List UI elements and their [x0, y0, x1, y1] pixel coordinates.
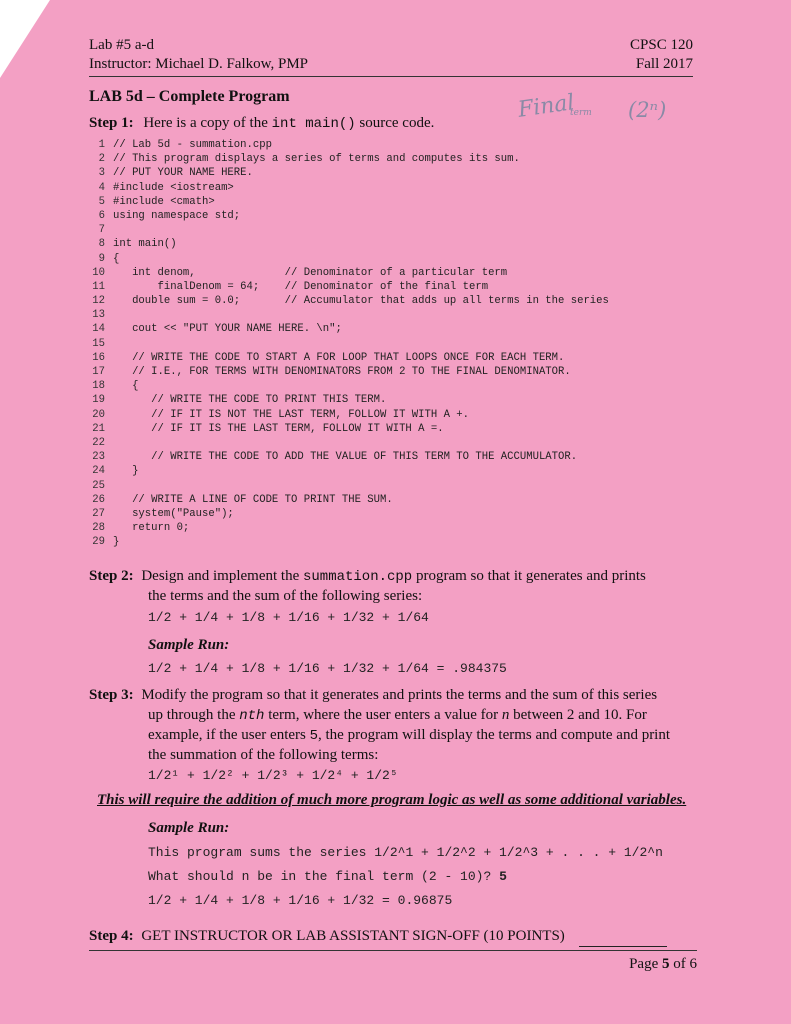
step1-text-after: source code. [355, 115, 435, 131]
code-line [89, 422, 709, 436]
header-rule [89, 76, 693, 77]
code-line [89, 322, 709, 336]
step3-line2-c: between 2 and 10. For [509, 707, 647, 723]
code-line-text: return 0; [113, 522, 190, 535]
code-line [89, 521, 709, 535]
step3-series: 1/2¹ + 1/2² + 1/2³ + 1/2⁴ + 1/2⁵ [148, 768, 398, 783]
step3-run-line1: This program sums the series 1/2^1 + 1/2^2 + 1/2^3 + . . . + 1/2^n [148, 845, 663, 860]
instructor-line: Instructor: Michael D. Falkow, PMP [89, 56, 309, 72]
code-line-text: // WRITE THE CODE TO ADD THE VALUE OF THIS TERM TO THE ACCUMULATOR. [113, 451, 578, 464]
code-line [89, 280, 709, 294]
step2-label: Step 2: [89, 568, 134, 584]
page-prefix: Page [629, 956, 662, 972]
step3-line1 [89, 685, 657, 706]
code-line-number: 19 [92, 394, 105, 407]
code-line-text: using namespace std; [113, 209, 241, 222]
step2-line1 [89, 566, 646, 588]
code-line-text: { [113, 252, 120, 265]
code-line-number: 13 [92, 309, 105, 322]
code-line [89, 294, 709, 308]
code-line-number: 2 [98, 153, 105, 166]
code-line-number: 8 [98, 238, 105, 251]
step3-label: Step 3: [89, 687, 134, 703]
code-line-number: 12 [92, 295, 105, 308]
step4-label: Step 4: [89, 928, 134, 944]
code-line [89, 479, 709, 493]
step3-line3-b: , the program will display the terms and compute and print [318, 727, 671, 743]
step3-line3 [148, 725, 670, 747]
code-listing [89, 138, 709, 549]
code-line-number: 17 [92, 366, 105, 378]
step3-line1-text: Modify the program so that it generates and prints the terms and the sum of this series [141, 687, 658, 703]
handwritten-note: Final [516, 90, 577, 123]
code-line-number: 26 [92, 493, 105, 506]
step1-text-before: Here is a copy of the [143, 115, 272, 131]
code-line-text: // PUT YOUR NAME HERE. [113, 167, 253, 180]
step3-line2-a: up through the [148, 707, 240, 723]
code-line-text: int main() [113, 238, 177, 251]
code-line-number: 27 [92, 507, 105, 520]
step4-line [89, 926, 667, 947]
step3-line2 [148, 705, 647, 727]
code-line-text: finalDenom = 64; // Denominator of the final term [113, 280, 489, 293]
step1-line [89, 113, 434, 135]
code-line-text: int denom, // Denominator of a particular term [113, 266, 508, 279]
code-line-text: // IF IT IS THE LAST TERM, FOLLOW IT WITH A =. [113, 422, 444, 435]
code-line-number: 5 [98, 195, 105, 208]
step2-sample-label: Sample Run: [148, 637, 230, 653]
step2-series: 1/2 + 1/4 + 1/8 + 1/16 + 1/32 + 1/64 [148, 610, 429, 625]
code-line-number: 11 [92, 280, 105, 293]
code-line-text: // WRITE THE CODE TO PRINT THIS TERM. [113, 394, 387, 407]
code-line [89, 337, 709, 351]
code-line-text: cout << "PUT YOUR NAME HERE. \n"; [113, 323, 342, 336]
code-line [89, 493, 709, 507]
code-line-number: 14 [92, 323, 105, 336]
code-line-number: 18 [92, 380, 105, 393]
step3-run-line3: 1/2 + 1/4 + 1/8 + 1/16 + 1/32 = 0.96875 [148, 893, 453, 908]
code-line-text: // WRITE THE CODE TO START A FOR LOOP THAT LOOPS ONCE FOR EACH TERM. [113, 351, 565, 364]
handwritten-paren: (2ⁿ) [628, 98, 667, 122]
code-line [89, 252, 709, 266]
code-line-text: // Lab 5d - summation.cpp [113, 139, 272, 151]
section-title: LAB 5d – Complete Program [89, 88, 290, 105]
code-line-number: 25 [92, 479, 105, 492]
code-line-number: 28 [92, 522, 105, 535]
code-line [89, 237, 709, 251]
code-line-number: 3 [98, 167, 105, 180]
code-line [89, 450, 709, 464]
code-line [89, 266, 709, 280]
step3-line2-b: term, where the user enters a value for [264, 707, 502, 723]
code-line-text: } [113, 465, 139, 478]
code-line [89, 181, 709, 195]
code-line-number: 22 [92, 436, 105, 449]
code-line-number: 6 [98, 209, 105, 222]
code-line-text: #include <cmath> [113, 195, 215, 208]
code-line-text: // This program displays a series of terms and computes its sum. [113, 153, 520, 166]
code-line [89, 223, 709, 237]
code-line [89, 365, 709, 379]
code-line-number: 7 [98, 224, 105, 237]
code-line-number: 1 [98, 139, 105, 151]
step4-text: GET INSTRUCTOR OR LAB ASSISTANT SIGN-OFF (10 POINTS) [141, 928, 565, 944]
code-line [89, 209, 709, 223]
handwritten-note-small: term [570, 108, 592, 118]
code-line [89, 507, 709, 521]
code-line [89, 408, 709, 422]
code-line-number: 10 [92, 266, 105, 279]
code-line-number: 29 [92, 536, 105, 549]
code-line-text: // WRITE A LINE OF CODE TO PRINT THE SUM. [113, 493, 393, 506]
code-line [89, 195, 709, 209]
step2-text-after: program so that it generates and prints [412, 568, 646, 584]
step1-label: Step 1: [89, 115, 134, 131]
code-line-number: 23 [92, 451, 105, 464]
step2-line2: the terms and the sum of the following series: [148, 588, 423, 604]
code-line-text: // I.E., FOR TERMS WITH DENOMINATORS FROM 2 TO THE FINAL DENOMINATOR. [113, 366, 571, 378]
course-code: CPSC 120 [630, 37, 693, 53]
code-line [89, 464, 709, 478]
code-line-text: } [113, 536, 120, 549]
step3-five: 5 [309, 728, 319, 744]
page-fold-corner [0, 0, 50, 78]
code-line-text: double sum = 0.0; // Accumulator that adds up all terms in the series [113, 295, 609, 308]
step3-line4: the summation of the following terms: [148, 747, 379, 763]
step3-run-line2 [148, 869, 507, 884]
page-suffix: of 6 [669, 956, 697, 972]
code-line [89, 393, 709, 407]
code-line-text: { [113, 380, 139, 393]
lab-number: Lab #5 a-d [89, 37, 154, 53]
code-line [89, 166, 709, 180]
code-line [89, 379, 709, 393]
step2-sample-output: 1/2 + 1/4 + 1/8 + 1/16 + 1/32 + 1/64 = .984375 [148, 661, 507, 676]
page-number [629, 955, 697, 974]
page-num: 5 [662, 956, 670, 972]
code-line [89, 351, 709, 365]
step3-run-prompt: What should n be in the final term (2 - 10)? [148, 869, 500, 884]
term: Fall 2017 [635, 56, 693, 72]
code-line [89, 152, 709, 166]
step3-run-input: 5 [499, 869, 507, 884]
code-line [89, 138, 709, 152]
code-line-number: 24 [92, 465, 105, 478]
step3-sample-label: Sample Run: [148, 820, 230, 836]
step3-n-var: n [501, 707, 510, 723]
code-line [89, 308, 709, 322]
code-line-number: 9 [98, 252, 105, 265]
code-line [89, 535, 709, 549]
step2-text-before: Design and implement the [141, 568, 303, 584]
step1-code: int main() [271, 116, 356, 132]
signoff-blank[interactable] [579, 932, 667, 947]
code-line-number: 20 [92, 408, 105, 421]
step3-requirement-note: This will require the addition of much more program logic as well as some additional variables. [97, 792, 687, 808]
code-line-number: 15 [92, 337, 105, 350]
code-line [89, 436, 709, 450]
code-line-text: system("Pause"); [113, 507, 234, 520]
code-line-text: #include <iostream> [113, 181, 234, 194]
step3-nth: nth [239, 708, 265, 724]
step2-filename: summation.cpp [302, 569, 413, 585]
code-line-number: 16 [92, 351, 105, 364]
step3-line3-a: example, if the user enters [148, 727, 310, 743]
code-line-text: // IF IT IS NOT THE LAST TERM, FOLLOW IT WITH A +. [113, 408, 470, 421]
code-line-number: 4 [98, 181, 105, 194]
code-line-number: 21 [92, 422, 105, 435]
footer-rule [89, 950, 697, 951]
